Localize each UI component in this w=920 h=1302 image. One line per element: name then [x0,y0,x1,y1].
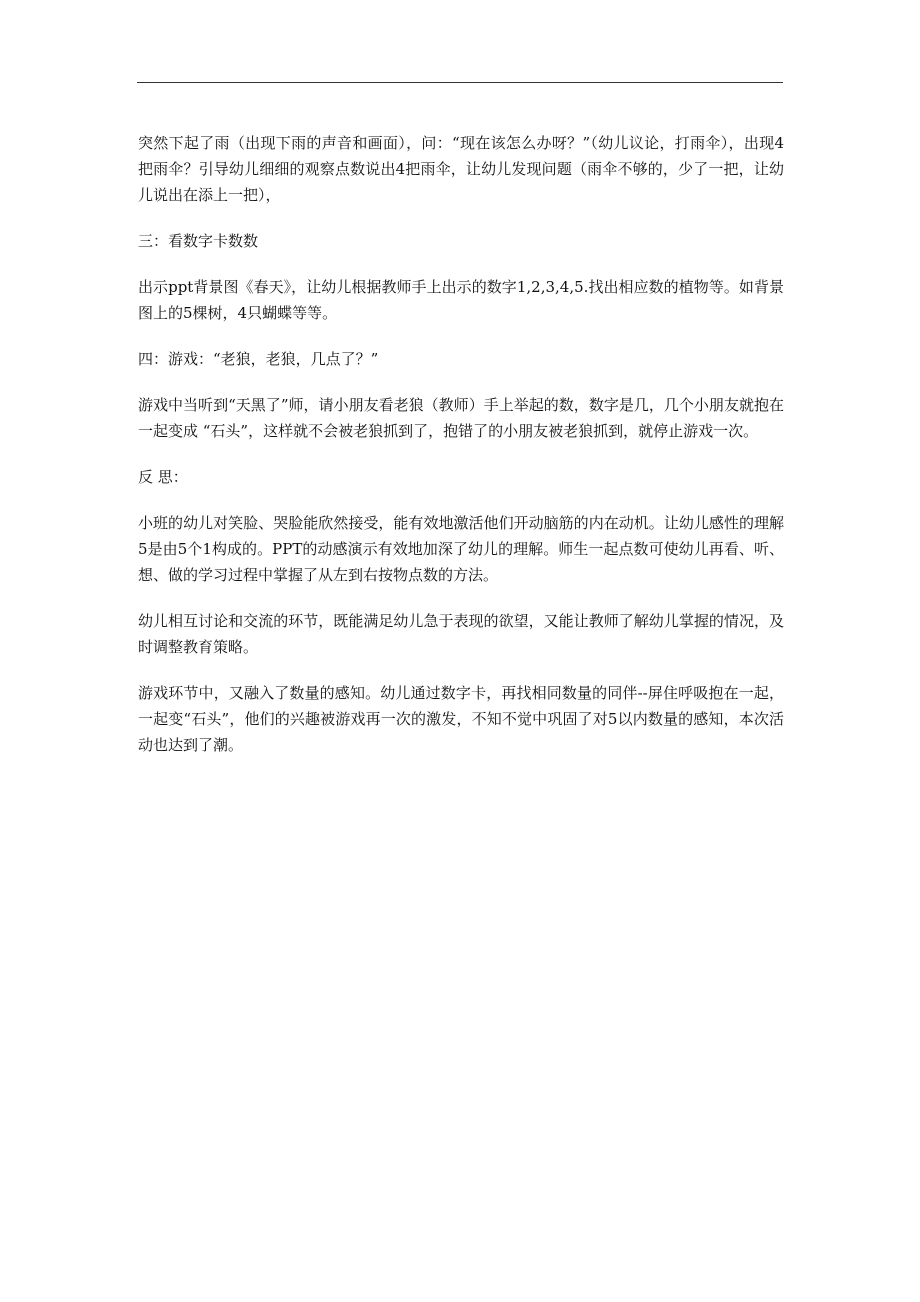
paragraph-game-rules: 游戏中当听到“天黑了”师，请小朋友看老狼（教师）手上举起的数，数字是几，几个小朋友就抱在一起变成 “石头”，这样就不会被老狼抓到了，抱错了的小朋友被老狼抓到，就停止游戏一次。 [138,396,784,440]
paragraph-reflection-3: 游戏环节中，又融入了数量的感知。幼儿通过数字卡，再找相同数量的同伴--屏住呼吸抱在一起，一起变“石头”，他们的兴趣被游戏再一次的激发，不知不觉中巩固了对5以内数量的感知，本次活动也达到了潮。 [138,684,784,754]
document-body [138,130,784,778]
paragraph-rain-umbrellas: 突然下起了雨（出现下雨的声音和画面），问：“现在该怎么办呀？”（幼儿议论，打雨伞），出现4把雨伞？引导幼儿细细的观察点数说出4把雨伞，让幼儿发现问题（雨伞不够的，少了一把，让幼儿说出在添上一把）， [138,134,784,204]
paragraph-reflection-2: 幼儿相互讨论和交流的环节，既能满足幼儿急于表现的欲望，又能让教师了解幼儿掌握的情况，及时调整教育策略。 [138,612,784,656]
paragraph-reflection-1: 小班的幼儿对笑脸、哭脸能欣然接受，能有效地激活他们开动脑筋的内在动机。让幼儿感性的理解5是由5个1构成的。PPT的动感演示有效地加深了幼儿的理解。师生一起点数可使幼儿再看、听、想、做的学习过程中掌握了从左到右按物点数的方法。 [138,514,784,584]
section-heading-number-cards: 三：看数字卡数数 [138,232,259,250]
section-heading-game: 四：游戏：“老狼，老狼，几点了？” [138,350,379,368]
paragraph-spring-background: 出示ppt背景图《春天》，让幼儿根据教师手上出示的数字1,2,3,4,5.找出相应数的植物等。如背景图上的5棵树，4只蝴蝶等等。 [138,278,784,322]
section-heading-reflection: 反 思： [138,468,188,486]
header-rule [137,82,783,83]
